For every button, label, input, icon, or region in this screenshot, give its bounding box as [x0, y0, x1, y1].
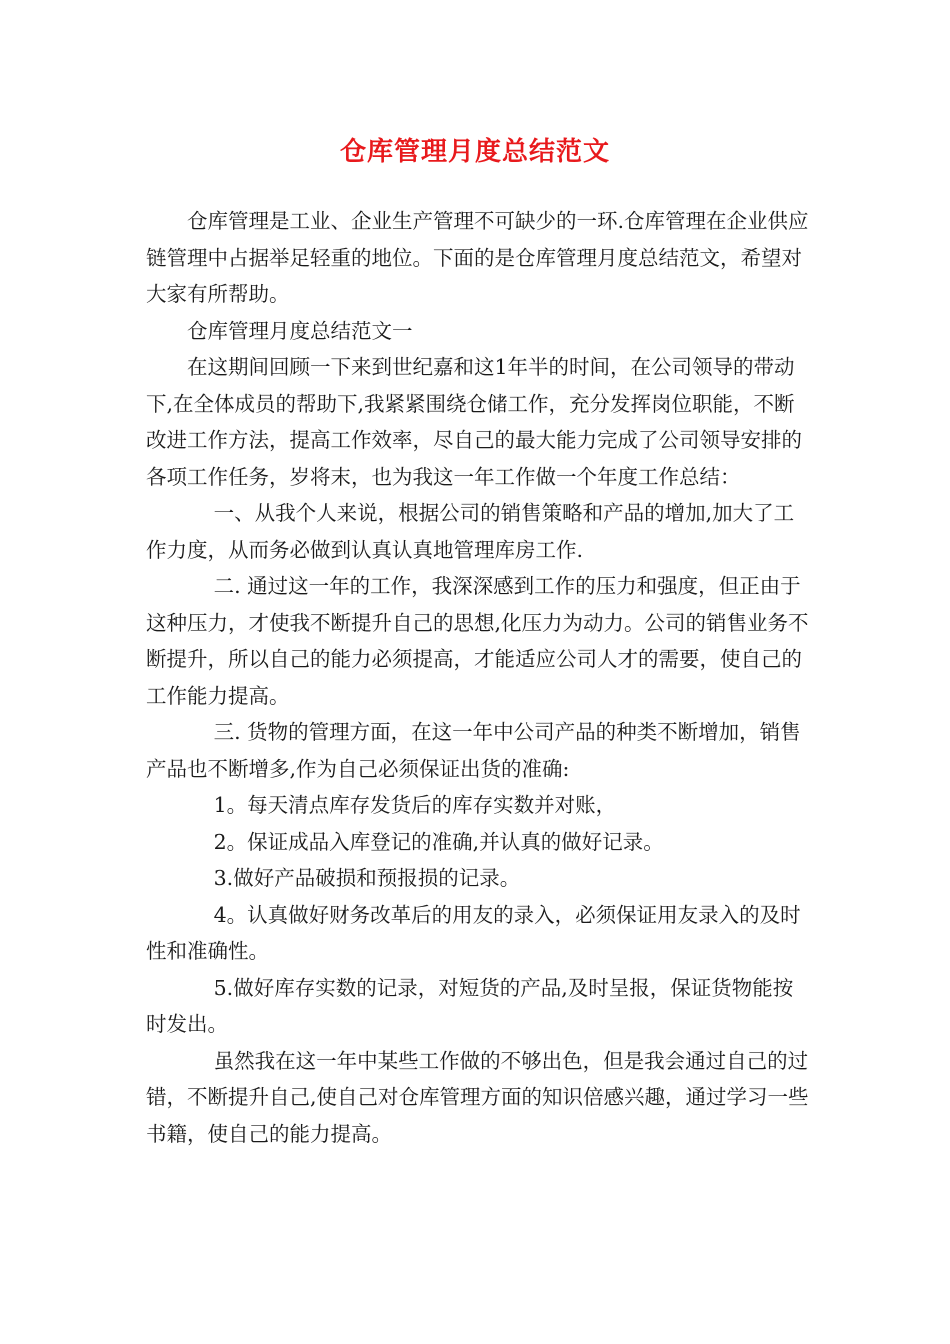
point-three-paragraph: 三. 货物的管理方面，在这一年中公司产品的种类不断增加，销售产品也不断增多,作为自己必须保证出货的准确:	[146, 720, 801, 781]
point-two-paragraph: 二. 通过这一年的工作，我深深感到工作的压力和强度，但正由于这种压力，才使我不断提升自己的思想,化压力为动力。公司的销售业务不断提升，所以自己的能力必须提高，才能适应公司人才的需要，使自己的工作能力提高。	[146, 574, 809, 708]
list-item: 2。保证成品入库登记的准确,并认真的做好记录。	[213, 829, 664, 854]
closing-paragraph: 虽然我在这一年中某些工作做的不够出色，但是我会通过自己的过错，不断提升自己,使自己对仓库管理方面的知识倍感兴趣，通过学习一些书籍，使自己的能力提高。	[146, 1048, 809, 1146]
point-one-paragraph: 一、从我个人来说，根据公司的销售策略和产品的增加,加大了工作力度，从而务必做到认真认真地管理库房工作.	[146, 501, 795, 562]
document-title: 仓库管理月度总结范文	[339, 137, 610, 167]
section-heading: 仓库管理月度总结范文一	[187, 318, 413, 343]
intro-paragraph: 仓库管理是工业、企业生产管理不可缺少的一环.仓库管理在企业供应链管理中占据举足轻重的地位。下面的是仓库管理月度总结范文，希望对大家有所帮助。	[146, 209, 809, 306]
body-paragraph: 在这期间回顾一下来到世纪嘉和这1年半的时间，在公司领导的带动下,在全体成员的帮助下,我紧紧围绕仓储工作，充分发挥岗位职能，不断改进工作方法，提高工作效率，尽自己的最大能力完成了公司领导安排的各项工作任务，岁将末，也为我这一年工作做一个年度工作总结：	[146, 355, 802, 489]
list-item: 1。每天清点库存发货后的库存实数并对账，	[213, 793, 617, 817]
list-item: 4。认真做好财务改革后的用友的录入，必须保证用友录入的及时性和准确性。	[146, 902, 801, 963]
list-item: 5.做好库存实数的记录，对短货的产品,及时呈报，保证货物能按时发出。	[146, 975, 794, 1036]
document-body	[146, 203, 810, 1152]
list-item: 3.做好产品破损和预报损的记录。	[213, 866, 521, 890]
